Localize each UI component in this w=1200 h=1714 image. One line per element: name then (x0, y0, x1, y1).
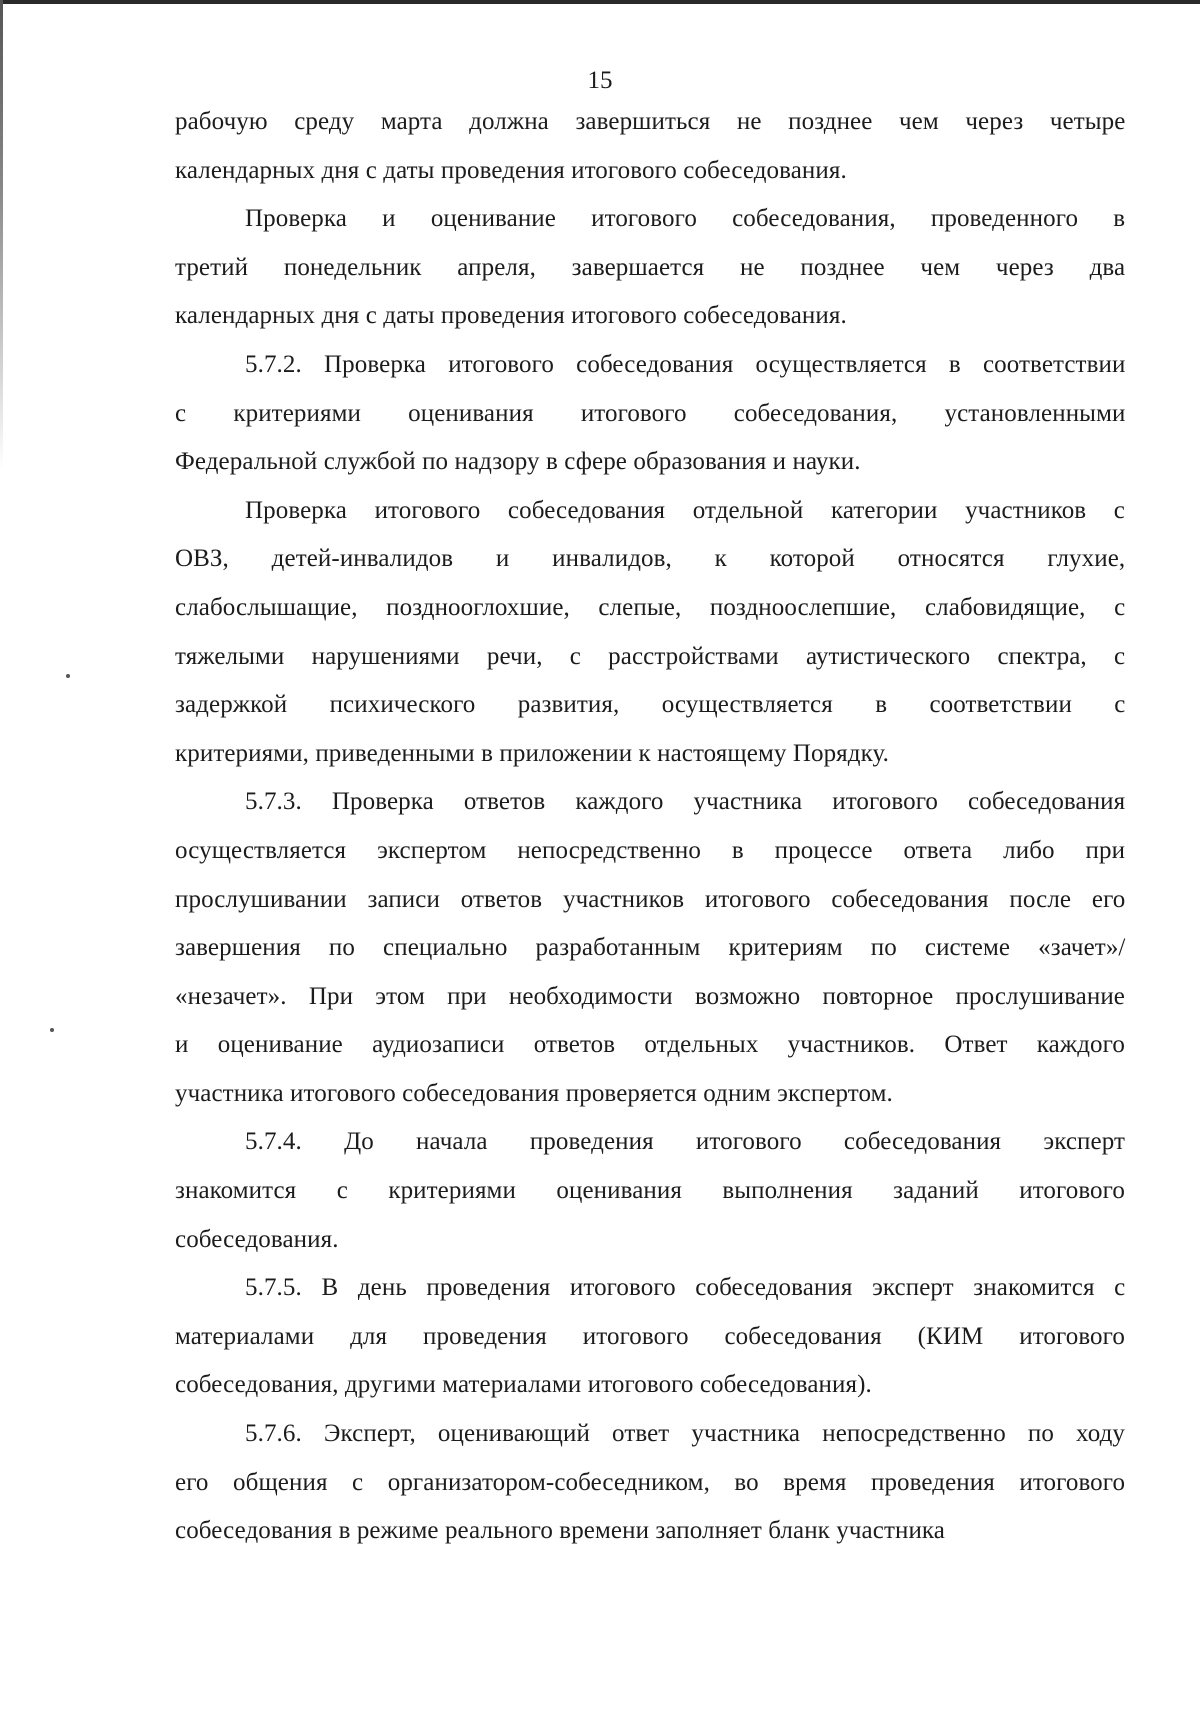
paragraph (175, 1118, 1125, 1264)
text-line: собеседования в режиме реального времени заполняет бланк участника (175, 1517, 945, 1545)
text-line: 5.7.3. Проверка ответов каждого участника итогового собеседования (245, 788, 1126, 816)
paragraph (175, 341, 1125, 487)
text-line: Проверка итогового собеседования отдельной категории участников с (245, 496, 1125, 524)
scan-speck (50, 1028, 54, 1032)
text-line: Проверка и оценивание итогового собеседования, проведенного в (245, 205, 1126, 233)
text-line: тяжелыми нарушениями речи, с расстройствами аутистического спектра, с (175, 642, 1126, 670)
page-number: 15 (587, 67, 613, 94)
text-line: 5.7.2. Проверка итогового собеседования осуществляется в соответствии (245, 350, 1126, 378)
scan-speck (66, 674, 70, 678)
text-line: осуществляется экспертом непосредственно в процессе ответа либо при (175, 836, 1126, 864)
text-line: материалами для проведения итогового собеседования (КИМ итогового (175, 1322, 1125, 1350)
text-line: рабочую среду марта должна завершиться не позднее чем через четыре (175, 108, 1126, 135)
text-line: и оценивание аудиозаписи ответов отдельных участников. Ответ каждого (175, 1031, 1125, 1059)
text-line: завершения по специально разработанным критериям по системе «зачет»/ (175, 934, 1126, 962)
text-line: его общения с организатором-собеседником, во время проведения итогового (175, 1468, 1126, 1496)
text-line: 5.7.4. До начала проведения итогового собеседования эксперт (245, 1128, 1125, 1156)
text-line: знакомится с критериями оценивания выполнения заданий итогового (175, 1177, 1125, 1205)
text-line: с критериями оценивания итогового собеседования, установленными (175, 399, 1126, 427)
text-line: участника итогового собеседования проверяется одним экспертом. (175, 1079, 893, 1107)
text-line: третий понедельник апреля, завершается не позднее чем через два (175, 253, 1126, 281)
paragraph (175, 195, 1125, 341)
text-line: прослушивании записи ответов участников итогового собеседования после его (175, 885, 1126, 913)
paragraph (175, 778, 1125, 1118)
document-body (175, 98, 1125, 1556)
paragraph (175, 1410, 1125, 1556)
paragraph (175, 98, 1125, 195)
text-line: собеседования. (175, 1225, 339, 1253)
text-line: собеседования, другими материалами итогового собеседования). (175, 1371, 872, 1399)
text-line: критериями, приведенными в приложении к настоящему Порядку. (175, 739, 889, 767)
text-line: задержкой психического развития, осуществляется в соответствии с (175, 691, 1126, 719)
text-line: 5.7.5. В день проведения итогового собеседования эксперт знакомится с (245, 1274, 1126, 1302)
paragraph (175, 487, 1125, 779)
text-line: слабослышащие, позднооглохшие, слепые, поздноослепшие, слабовидящие, с (175, 593, 1126, 621)
text-line: «незачет». При этом при необходимости возможно повторное прослушивание (175, 982, 1125, 1010)
paragraph (175, 1264, 1125, 1410)
text-line: календарных дня с даты проведения итогового собеседования. (175, 156, 847, 184)
scan-top-edge (0, 0, 1200, 4)
text-line: ОВЗ, детей-инвалидов и инвалидов, к которой относятся глухие, (175, 545, 1126, 573)
text-line: календарных дня с даты проведения итогового собеседования. (175, 302, 847, 330)
text-line: Федеральной службой по надзору в сфере образования и науки. (175, 448, 861, 476)
text-line: 5.7.6. Эксперт, оценивающий ответ участника непосредственно по ходу (245, 1420, 1125, 1448)
